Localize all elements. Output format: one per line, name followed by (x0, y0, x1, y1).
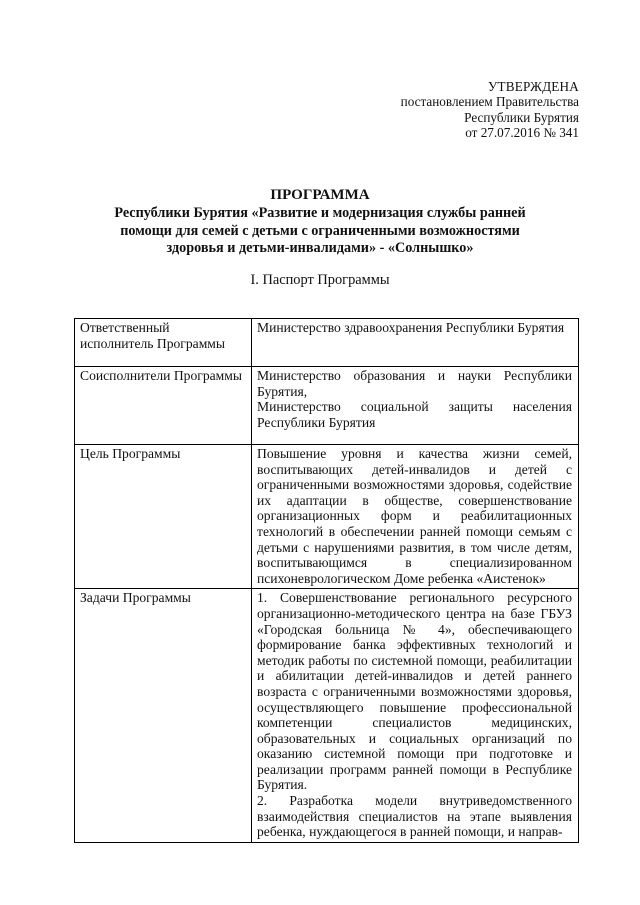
row-value-goal: Повышение уровня и качества жизни семей, воспитывающих детей-инвалидов и детей с ограниченными возможностями здоровья, содействие их адаптации в обществе, совершенствование организационных форм и реабилитационных технологий в обеспечении ранней помощи семьям с детьми с нарушениями развития, в том числе детям, воспитывающимся в специализированном психоневрологическом Доме ребенка «Аистенок» (252, 445, 579, 589)
coexecutor-social: Министерство социальной защиты населения Республики Бурятия (257, 399, 572, 430)
passport-table (74, 318, 579, 843)
table-row (75, 319, 579, 367)
approval-authority: Республики Бурятия (464, 109, 579, 125)
coexecutor-education: Министерство образования и науки Республики Бурятия, (257, 368, 572, 399)
row-value-coexecutors (252, 367, 579, 445)
title-line-2: помощи для семей с детьми с ограниченными возможностями (120, 222, 520, 239)
row-label-responsible: Ответственный исполнитель Программы (75, 319, 252, 367)
task-item-1: 1. Совершенствование регионального ресурсного организационно-методического центра на базе ГБУЗ «Городская больница № 4», обеспечивающего формирование банка эффективных технологий и методик работы по системной помощи, реабилитации и абилитации детей-инвалидов и детей раннего возраста с ограниченными возможностями здоровья, осуществляющего повышение профессиональной компетенции специалистов медицинских, образовательных и социальных организаций по оказанию системной помощи при подготовке и реализации программ ранней помощи в Республике Бурятия. (257, 590, 572, 793)
title-line-3: здоровья и детьми-инвалидами» - «Солнышко» (166, 240, 474, 257)
row-value-tasks (252, 589, 579, 843)
row-label-tasks: Задачи Программы (75, 589, 252, 843)
row-label-coexecutors: Соисполнители Программы (75, 367, 252, 445)
table-row (75, 367, 579, 445)
row-label-goal: Цель Программы (75, 445, 252, 589)
section-heading: I. Паспорт Программы (250, 272, 390, 288)
task-item-2: 2. Разработка модели внутриведомственного взаимодействия специалистов на этапе выявления ребенка, нуждающегося в ранней помощи, и направ- (257, 793, 572, 840)
approval-stamp (401, 79, 579, 141)
table-row (75, 445, 579, 589)
approval-date-number: от 27.07.2016 № 341 (465, 125, 579, 141)
title-line-1: Республики Бурятия «Развитие и модернизация службы ранней (114, 205, 526, 222)
row-value-responsible: Министерство здравоохранения Республики Бурятия (252, 319, 579, 367)
table-row (75, 589, 579, 843)
title-main: ПРОГРАММА (270, 187, 370, 203)
approval-decree: постановлением Правительства (400, 94, 579, 110)
document-title (60, 187, 580, 258)
approval-heading: УТВЕРЖДЕНА (487, 79, 579, 94)
